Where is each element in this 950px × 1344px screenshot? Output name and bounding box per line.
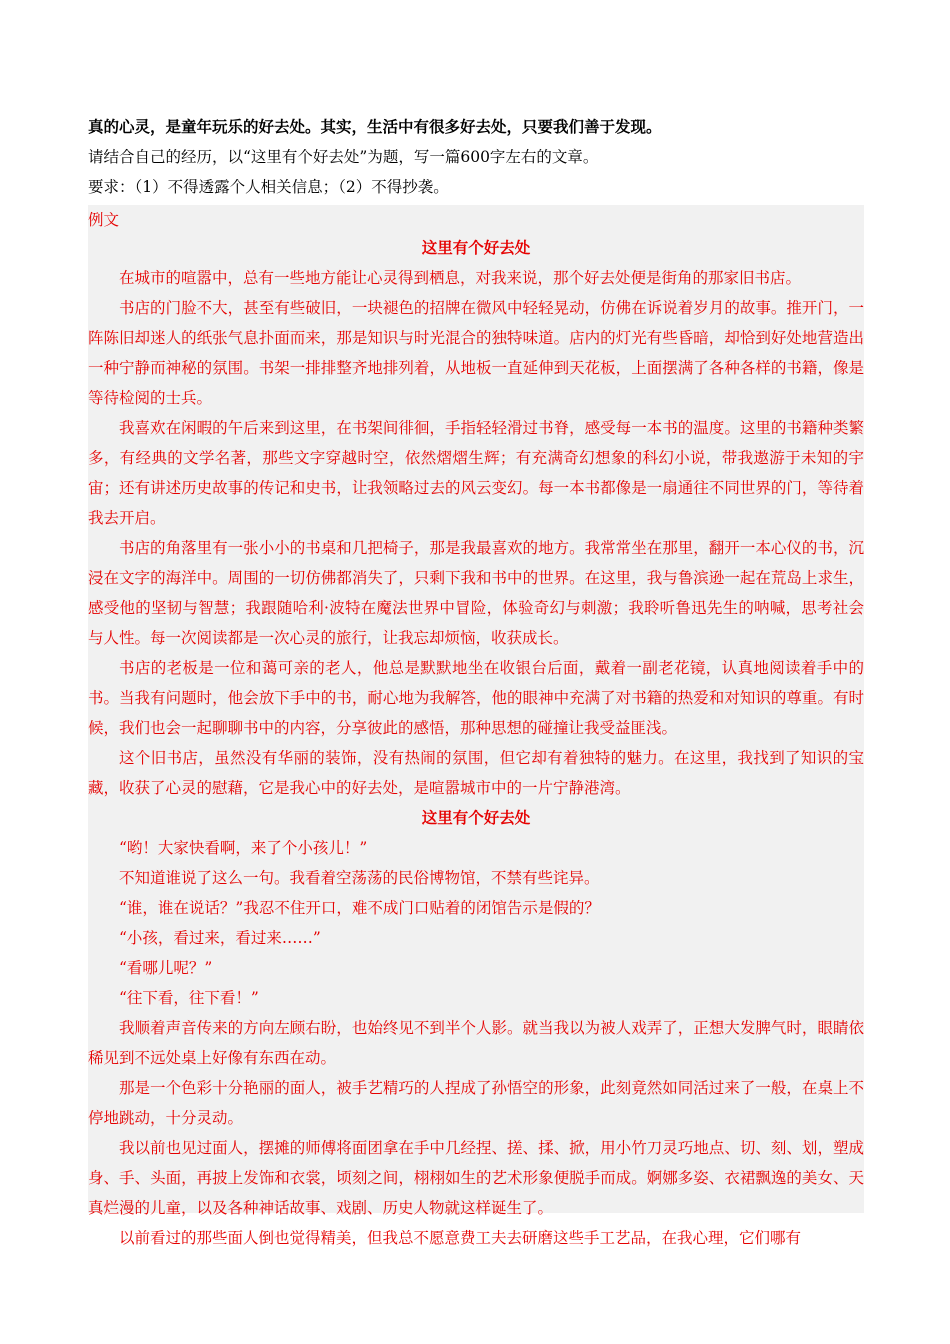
essay-paragraph: 以前看过的那些面人倒也觉得精美，但我总不愿意费工夫去研磨这些手工艺品，在我心理，它们哪有 xyxy=(119,1229,802,1247)
essay-paragraph: “谁，谁在说话？”我忍不住开口，难不成门口贴着的闭馆告示是假的？ xyxy=(119,899,600,917)
essay-paragraph: 书店的角落里有一张小小的书桌和几把椅子，那是我最喜欢的地方。我常常坐在那里，翻开一本心仪的书，沉浸在文字的海洋中。周围的一切仿佛都消失了，只剩下我和书中的世界。在这里，我与鲁滨逊一起在荒岛上求生，感受他的坚韧与智慧；我跟随哈利·波特在魔法世界中冒险，体验奇幻与刺激；我聆听鲁迅先生的呐喊，思考社会与人性。每一次阅读都是一次心灵的旅行，让我忘却烦恼，收获成长。 xyxy=(88,539,864,647)
essay-title: 这里有个好去处 xyxy=(421,238,531,257)
essay-paragraph: “看哪儿呢？” xyxy=(119,959,213,977)
essay-paragraph: “往下看，往下看！” xyxy=(119,989,259,1007)
essay-paragraph: 那是一个色彩十分艳丽的面人，被手艺精巧的人捏成了孙悟空的形象，此刻竟然如同活过来了一般，在桌上不停地跳动，十分灵动。 xyxy=(88,1079,864,1127)
essay-paragraph: “哟！大家快看啊，来了个小孩儿！” xyxy=(119,839,368,857)
example-essays-box xyxy=(88,205,864,1247)
essay-paragraph: 在城市的喧嚣中，总有一些地方能让心灵得到栖息，对我来说，那个好去处便是街角的那家旧书店。 xyxy=(119,269,802,287)
essay-paragraph: 不知道谁说了这么一句。我看着空荡荡的民俗博物馆，不禁有些诧异。 xyxy=(119,869,600,887)
prompt-line-2: 请结合自己的经历，以“这里有个好去处”为题，写一篇600字左右的文章。 xyxy=(88,148,599,166)
essay-paragraph: 书店的门脸不大，甚至有些破旧，一块褪色的招牌在微风中轻轻晃动，仿佛在诉说着岁月的故事。推开门，一阵陈旧却迷人的纸张气息扑面而来，那是知识与时光混合的独特味道。店内的灯光有些昏暗，却恰到好处地营造出一种宁静而神秘的氛围。书架一排排整齐地排列着，从地板一直延伸到天花板，上面摆满了各种各样的书籍，像是等待检阅的士兵。 xyxy=(88,299,864,407)
prompt-line-3: 要求：（1）不得透露个人相关信息；（2）不得抄袭。 xyxy=(88,178,449,196)
essay-paragraph: 书店的老板是一位和蔼可亲的老人，他总是默默地坐在收银台后面，戴着一副老花镜，认真地阅读着手中的书。当我有问题时，他会放下手中的书，耐心地为我解答，他的眼神中充满了对书籍的热爱和对知识的尊重。有时候，我们也会一起聊聊书中的内容，分享彼此的感悟，那种思想的碰撞让我受益匪浅。 xyxy=(88,659,864,737)
prompt-line-1: 真的心灵，是童年玩乐的好去处。其实，生活中有很多好去处，只要我们善于发现。 xyxy=(88,117,662,136)
essay-paragraph: “小孩，看过来，看过来……” xyxy=(119,929,321,947)
essay-title: 这里有个好去处 xyxy=(421,808,531,827)
essay-paragraph: 我以前也见过面人，摆摊的师傅将面团拿在手中几经捏、搓、揉、掀，用小竹刀灵巧地点、切、刻、划，塑成身、手、头面，再披上发饰和衣裳，顷刻之间，栩栩如生的艺术形象便脱手而成。婀娜多姿、衣裙飘逸的美女、天真烂漫的儿童，以及各种神话故事、戏剧、历史人物就这样诞生了。 xyxy=(88,1139,864,1217)
essay-paragraph: 我顺着声音传来的方向左顾右盼，也始终见不到半个人影。就当我以为被人戏弄了，正想大发脾气时，眼睛依稀见到不远处桌上好像有东西在动。 xyxy=(88,1019,864,1067)
example-label: 例文 xyxy=(88,211,120,229)
prompt-section xyxy=(88,112,864,202)
essay-paragraph: 我喜欢在闲暇的午后来到这里，在书架间徘徊，手指轻轻滑过书脊，感受每一本书的温度。这里的书籍种类繁多，有经典的文学名著，那些文字穿越时空，依然熠熠生辉；有充满奇幻想象的科幻小说，带我遨游于未知的宇宙；还有讲述历史故事的传记和史书，让我领略过去的风云变幻。每一本书都像是一扇通往不同世界的门，等待着我去开启。 xyxy=(88,419,864,527)
essay-paragraph: 这个旧书店，虽然没有华丽的装饰，没有热闹的氛围，但它却有着独特的魅力。在这里，我找到了知识的宝藏，收获了心灵的慰藉，它是我心中的好去处，是喧嚣城市中的一片宁静港湾。 xyxy=(88,749,864,797)
